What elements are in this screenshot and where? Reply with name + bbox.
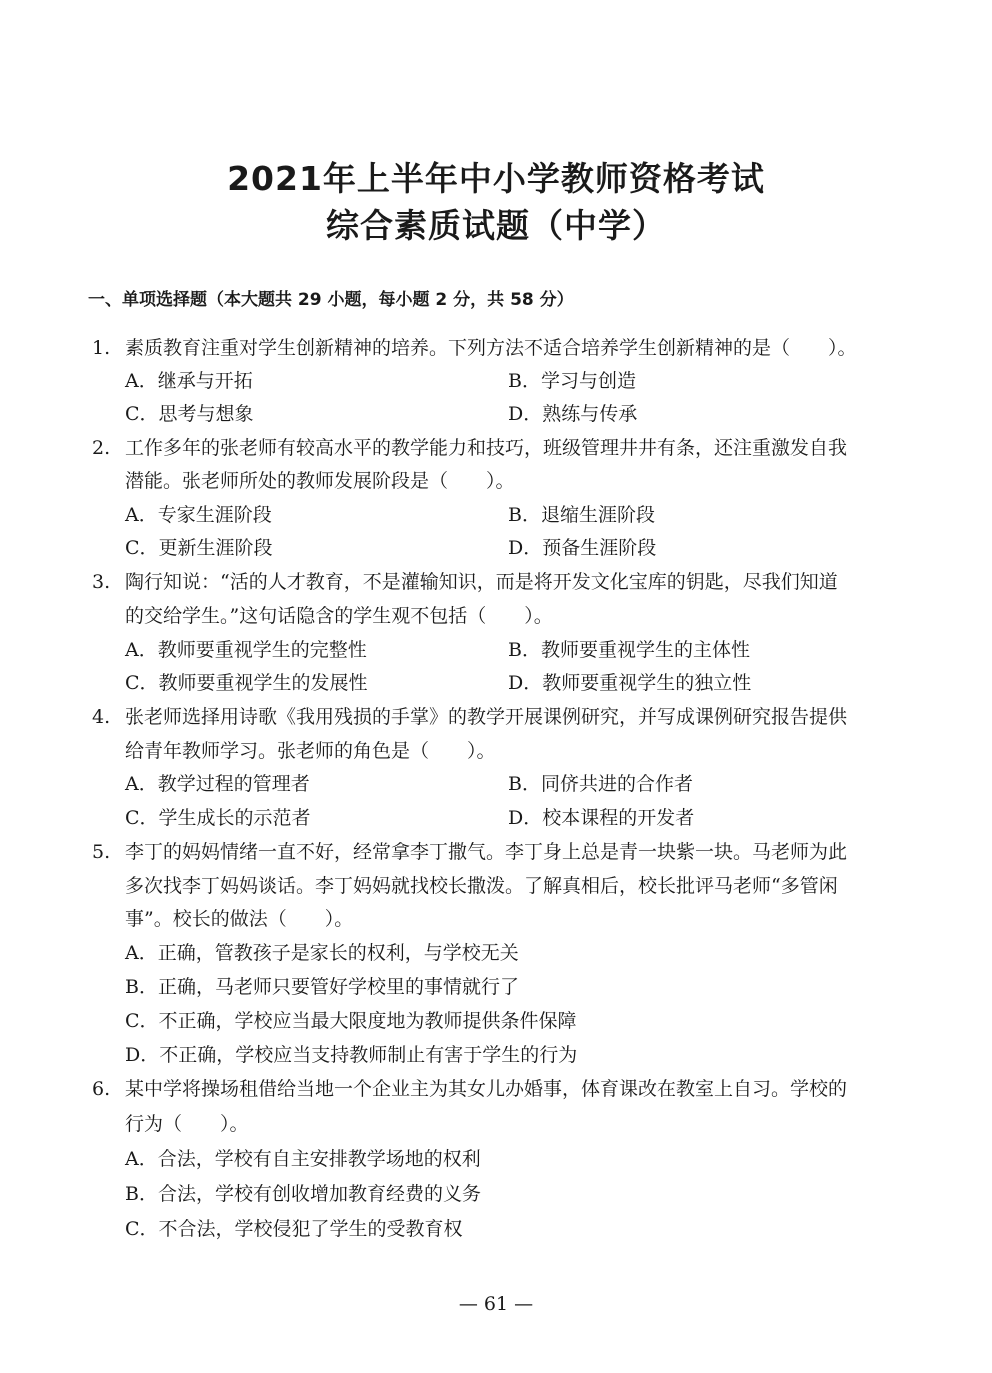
exam-title: 2021年上半年中小学教师资格考试 — [227, 159, 765, 198]
option-c: C．更新生涯阶段 — [125, 537, 273, 559]
option-b: B．学习与创造 — [508, 370, 636, 392]
option-d: D．校本课程的开发者 — [508, 807, 695, 829]
question-stem: 给青年教师学习。张老师的角色是（ ）。 — [125, 740, 496, 762]
option-d: D．预备生涯阶段 — [508, 537, 657, 559]
question-stem: 潜能。张老师所处的教师发展阶段是（ ）。 — [125, 470, 515, 492]
option-b: B．同侪共进的合作者 — [508, 773, 693, 795]
option-a: A．专家生涯阶段 — [125, 504, 272, 526]
option-c: C．学生成长的示范者 — [125, 807, 311, 829]
question-number: 5. — [92, 841, 111, 863]
option-b: B．合法，学校有创收增加教育经费的义务 — [125, 1183, 481, 1205]
option-d: D．教师要重视学生的独立性 — [508, 672, 752, 694]
question-stem: 的交给学生。”这句话隐含的学生观不包括（ ）。 — [125, 605, 553, 627]
question-number: 3. — [92, 571, 111, 593]
question-stem: 陶行知说：“活的人才教育，不是灌输知识，而是将开发文化宝库的钥匙，尽我们知道 — [125, 571, 838, 593]
option-c: C．教师要重视学生的发展性 — [125, 672, 368, 694]
question-stem: 素质教育注重对学生创新精神的培养。下列方法不适合培养学生创新精神的是（ ）。 — [125, 337, 857, 359]
question-stem: 事”。校长的做法（ ）。 — [125, 908, 354, 930]
question-stem: 工作多年的张老师有较高水平的教学能力和技巧，班级管理井井有条，还注重激发自我 — [125, 437, 848, 459]
page-number: — 61 — — [458, 1293, 534, 1315]
option-b: B．教师要重视学生的主体性 — [508, 639, 750, 661]
option-a: A．合法，学校有自主安排教学场地的权利 — [125, 1148, 481, 1170]
option-d: D．熟练与传承 — [508, 403, 638, 425]
question-number: 2. — [92, 437, 111, 459]
section-heading: 一、单项选择题（本大题共 29 小题，每小题 2 分，共 58 分） — [88, 290, 574, 310]
question-number: 1. — [92, 337, 111, 359]
question-stem: 多次找李丁妈妈谈话。李丁妈妈就找校长撒泼。了解真相后，校长批评马老师“多管闲 — [125, 875, 838, 897]
question-number: 6. — [92, 1078, 111, 1100]
question-stem: 李丁的妈妈情绪一直不好，经常拿李丁撒气。李丁身上总是青一块紫一块。马老师为此 — [125, 841, 848, 863]
option-d: D．不正确，学校应当支持教师制止有害于学生的行为 — [125, 1044, 578, 1066]
question-stem: 某中学将操场租借给当地一个企业主为其女儿办婚事，体育课改在教室上自习。学校的 — [125, 1078, 848, 1100]
question-number: 4. — [92, 706, 111, 728]
option-c: C．不合法，学校侵犯了学生的受教育权 — [125, 1218, 463, 1240]
option-b: B．正确，马老师只要管好学校里的事情就行了 — [125, 976, 519, 998]
option-a: A．正确，管教孩子是家长的权利，与学校无关 — [125, 942, 519, 964]
option-c: C．不正确，学校应当最大限度地为教师提供条件保障 — [125, 1010, 577, 1032]
option-a: A．教师要重视学生的完整性 — [125, 639, 367, 661]
question-stem: 张老师选择用诗歌《我用残损的手掌》的教学开展课例研究，并写成课例研究报告提供 — [125, 706, 848, 728]
exam-subtitle: 综合素质试题（中学） — [326, 206, 666, 245]
option-c: C．思考与想象 — [125, 403, 254, 425]
option-a: A．教学过程的管理者 — [125, 773, 310, 795]
option-a: A．继承与开拓 — [125, 370, 253, 392]
option-b: B．退缩生涯阶段 — [508, 504, 655, 526]
question-stem: 行为（ ）。 — [125, 1113, 249, 1135]
